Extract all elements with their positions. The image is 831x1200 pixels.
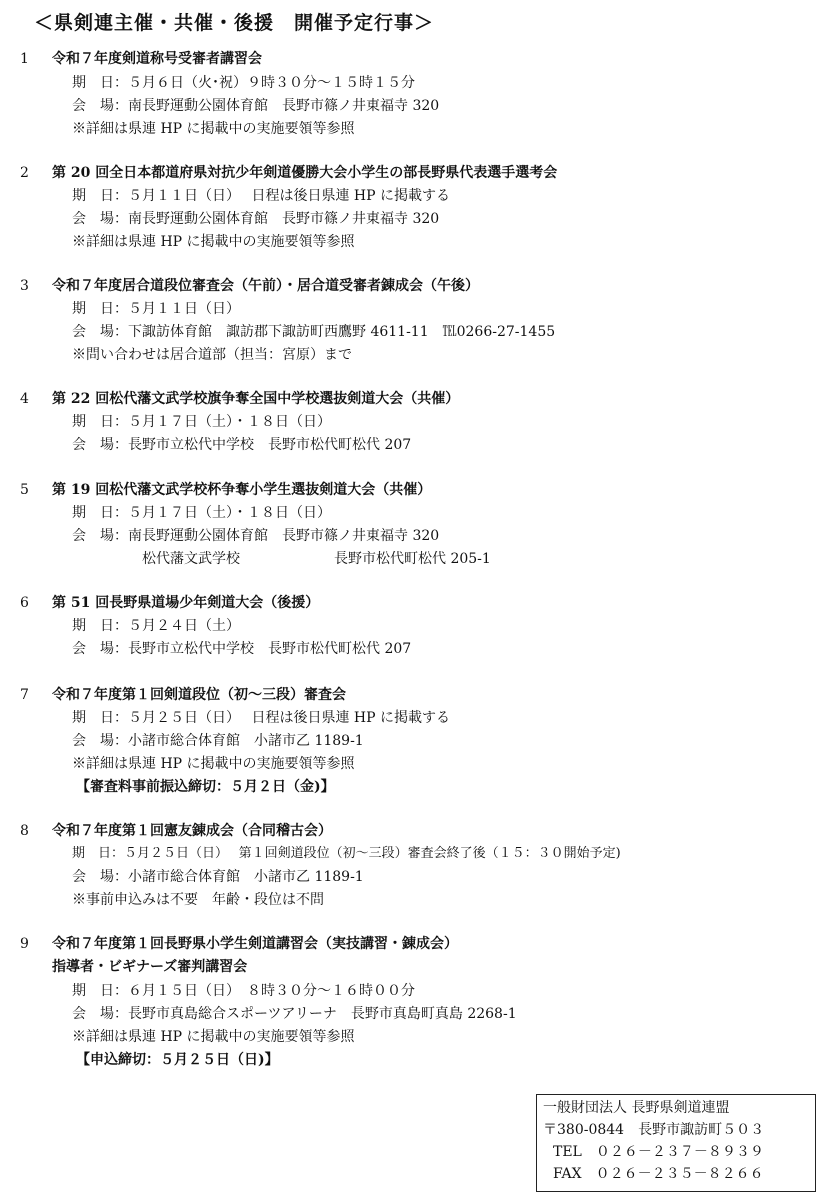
- event-venue: 会 場：小諸市総合体育館 小諸市乙 1189-1: [72, 869, 364, 885]
- event-deadline: 【申込締切：５月２５日（日)】: [76, 1052, 279, 1068]
- event-heading: 第 22 回松代藩文武学校旗争奪全国中学校選抜剣道大会（共催）: [52, 391, 460, 407]
- event-number: 7: [20, 687, 29, 703]
- event-number: 8: [20, 823, 29, 839]
- event-venue: 会 場：南長野運動公園体育館 長野市篠ノ井東福寺 320: [72, 528, 440, 544]
- event-venue: 会 場：下諏訪体育館 諏訪郡下諏訪町西鷹野 4611-11 ℡0266-27-1455: [72, 324, 556, 340]
- event-date: 期 日：５月１７日（土）・１８日（日）: [72, 414, 331, 430]
- event-heading: 第 51 回長野県道場少年剣道大会（後援）: [52, 595, 320, 611]
- event-number: 3: [20, 278, 29, 294]
- event-heading: 令和７年度剣道称号受審者講習会: [52, 51, 262, 67]
- contact-address: 〒380-0844 長野市諏訪町５０３: [543, 1122, 765, 1138]
- event-number: 4: [20, 391, 29, 407]
- event-heading: 第 20 回全日本都道府県対抗少年剣道優勝大会小学生の部長野県代表選手選考会: [52, 165, 558, 181]
- event-number: 2: [20, 165, 29, 181]
- event-venue: 会 場：長野市真島総合スポーツアリーナ 長野市真島町真島 2268-1: [72, 1006, 517, 1022]
- event-note: ※問い合わせは居合道部（担当：宮原）まで: [72, 347, 352, 363]
- event-number: 9: [20, 936, 29, 952]
- event-date: 期 日：５月１７日（土）・１８日（日）: [72, 505, 331, 521]
- event-deadline: 【審査料事前振込締切：５月２日（金)】: [76, 779, 335, 795]
- event-venue-second-address: 長野市松代町松代 205-1: [334, 551, 491, 567]
- event-date: 期 日：５月２５日（日） 第１回剣道段位（初～三段）審査会終了後（１５：３０開始予定): [72, 846, 621, 861]
- event-venue: 会 場：南長野運動公園体育館 長野市篠ノ井東福寺 320: [72, 211, 440, 227]
- event-heading: 令和７年度第１回剣道段位（初～三段）審査会: [52, 687, 346, 703]
- event-venue: 会 場：長野市立松代中学校 長野市松代町松代 207: [72, 437, 412, 453]
- event-heading: 令和７年度第１回長野県小学生剣道講習会（実技講習・錬成会）: [52, 936, 458, 952]
- event-note: ※詳細は県連 HP に掲載中の実施要領等参照: [72, 234, 355, 250]
- event-venue: 会 場：南長野運動公園体育館 長野市篠ノ井東福寺 320: [72, 98, 440, 114]
- event-date: 期 日：６月１５日（日） ８時３０分～１６時００分: [72, 983, 415, 999]
- event-heading: 第 19 回松代藩文武学校杯争奪小学生選抜剣道大会（共催）: [52, 482, 432, 498]
- contact-organization: 一般財団法人 長野県剣道連盟: [543, 1100, 730, 1116]
- contact-fax: FAX ０２６－２３５－８２６６: [553, 1166, 764, 1182]
- event-number: 5: [20, 482, 29, 498]
- event-note: ※詳細は県連 HP に掲載中の実施要領等参照: [72, 756, 355, 772]
- event-venue: 会 場：長野市立松代中学校 長野市松代町松代 207: [72, 641, 412, 657]
- event-heading: 令和７年度居合道段位審査会（午前）・居合道受審者錬成会（午後）: [52, 278, 479, 294]
- event-date: 期 日：５月６日（火･祝）９時３０分～１５時１５分: [72, 75, 415, 91]
- event-date: 期 日：５月２５日（日） 日程は後日県連 HP に掲載する: [72, 710, 450, 726]
- event-number: 6: [20, 595, 29, 611]
- contact-box: [536, 1094, 816, 1192]
- event-date: 期 日：５月１１日（日）: [72, 301, 240, 317]
- event-number: 1: [20, 51, 29, 67]
- event-heading: 令和７年度第１回憲友錬成会（合同稽古会）: [52, 823, 332, 839]
- event-note: ※詳細は県連 HP に掲載中の実施要領等参照: [72, 1029, 355, 1045]
- contact-tel: TEL ０２６－２３７－８９３９: [553, 1144, 764, 1160]
- event-date: 期 日：５月１１日（日） 日程は後日県連 HP に掲載する: [72, 188, 450, 204]
- event-venue: 会 場：小諸市総合体育館 小諸市乙 1189-1: [72, 733, 364, 749]
- event-date: 期 日：５月２４日（土）: [72, 618, 240, 634]
- event-venue-second-name: 松代藩文武学校: [142, 551, 240, 567]
- page-title: ＜県剣連主催・共催・後援 開催予定行事＞: [34, 12, 435, 34]
- event-note: ※詳細は県連 HP に掲載中の実施要領等参照: [72, 121, 355, 137]
- event-note: ※事前申込みは不要 年齢・段位は不問: [72, 892, 324, 908]
- event-heading-secondary: 指導者・ビギナーズ審判講習会: [52, 959, 248, 975]
